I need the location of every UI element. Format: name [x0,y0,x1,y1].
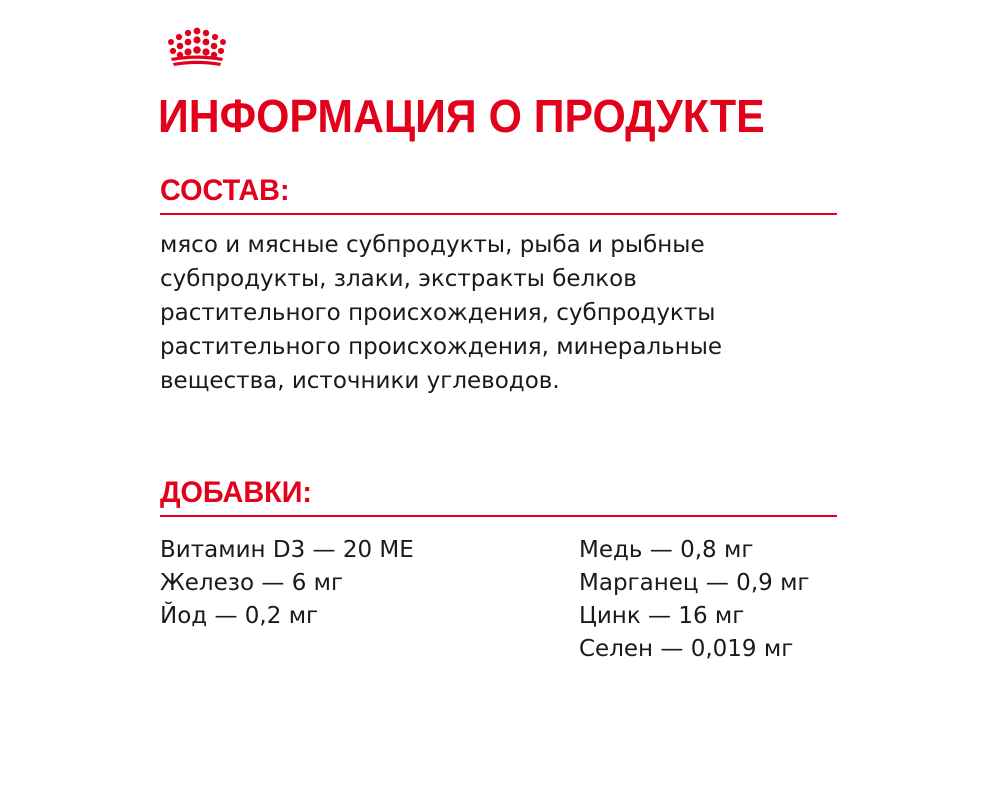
additive-item: Марганец — 0,9 мг [579,570,810,596]
composition-line: растительного происхождения, минеральные [160,334,723,360]
additives-divider [160,515,837,517]
composition-line: субпродукты, злаки, экстракты белков [160,266,637,292]
composition-line: вещества, источники углеводов. [160,368,560,394]
royal-crown-icon [161,27,233,67]
page-title: ИНФОРМАЦИЯ О ПРОДУКТЕ [158,90,765,142]
composition-line: мясо и мясные субпродукты, рыба и рыбные [160,232,705,258]
composition-divider [160,213,837,215]
composition-line: растительного происхождения, субпродукты [160,300,716,326]
additive-item: Витамин D3 — 20 МЕ [160,537,414,563]
additives-left-list [160,534,414,633]
composition-heading: СОСТАВ: [160,174,290,207]
additive-item: Цинк — 16 мг [579,603,745,629]
composition-text [160,228,830,398]
additive-item: Селен — 0,019 мг [579,636,794,662]
additive-item: Йод — 0,2 мг [160,603,319,629]
additive-item: Железо — 6 мг [160,570,344,596]
additives-heading: ДОБАВКИ: [160,476,312,509]
additive-item: Медь — 0,8 мг [579,537,754,563]
additives-right-list [579,534,810,666]
